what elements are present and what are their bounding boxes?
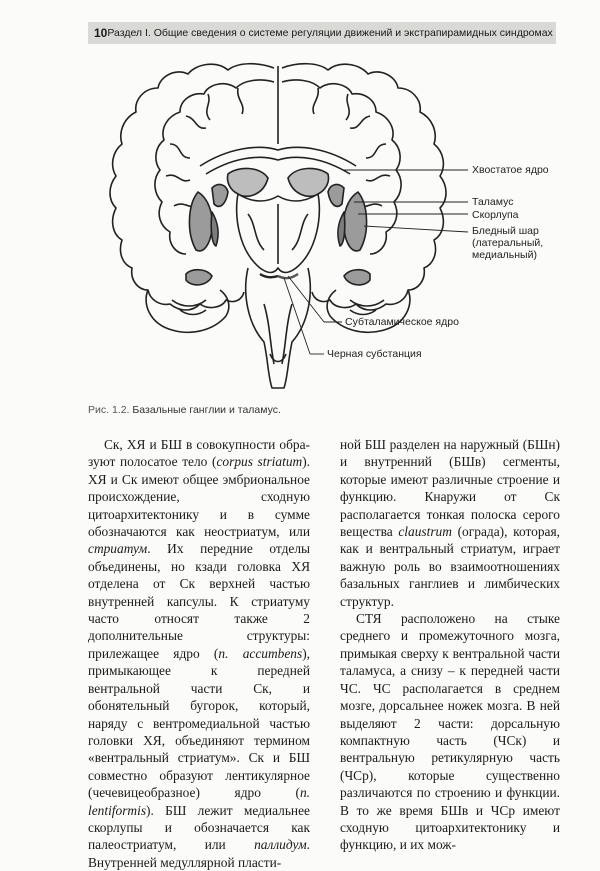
page-number: 10 [94,26,108,40]
label-putamen: Скорлупа [472,209,519,221]
left-text-run-3: ). [302,454,310,470]
paragraph-striatum [88,436,310,871]
caudate-left [212,185,228,207]
running-head-title: Раздел I. Общие сведения о системе регуляции движений и экстрапирамидных синдромах [107,27,553,39]
left-text-run-0: Ск, ХЯ и БШ в совокупности обра- [104,437,310,452]
text-column-left [88,436,310,871]
putamen-left [189,192,212,251]
right-text-run-0: ной БШ разделен на наружный (БШн) и внутренний (БШв) сегменты, которые имеют различные строение и функцию. Кнаружи от Ск располагается тонкая полоска серого вещества [340,437,560,540]
left-text-run-12: . Внутренней медуллярной пласти- [88,837,310,870]
brain-coronal-section-illustration [88,54,558,394]
caption-text: Базальные ганглии и таламус. [132,404,281,416]
subthalamic-nucleus [260,274,278,277]
left-text-run-9: n. lentiformis [88,785,310,818]
label-globus-pallidus-3: медиальный) [472,249,537,261]
label-caudate-nucleus: Хвостатое ядро [472,164,549,176]
caudate-right [328,185,344,207]
left-text-run-7: n. accumbens [218,645,303,661]
right-text-run-2: (ограда), которая, как и вентральный стриатум, играет важную роль во взаимоотношениях базальных ганглиев и лимбических структур. [340,524,560,609]
left-text-run-4: ХЯ и Ск имеют общее эмбриональное происхождение, сходную цитоархитектонику и в сумме обозначаются как неостриатум, или [88,471,310,540]
paragraph-stn-sn: СТЯ расположено на стыке среднего и промежуточного мозга, примыкая сверху к вентральной части таламуса, а снизу – к передней части ЧС. ЧС располагается в среднем мозге, дорсальнее ножек мозга. В ней выделяют 2 части: дорсальную компактную часть (ЧСк) и вентральную ретикулярную часть (ЧСр), которые существенно различаются по строению и функции. В то же время БШв и ЧСр имеют сходную цитоархитектонику и функцию, и их мож- [340,611,560,853]
brainstem [246,268,311,388]
label-thalamus: Таламус [472,196,514,208]
label-globus-pallidus: Бледный шар [472,225,539,237]
putamen-right [344,192,367,251]
label-subthalamic-nucleus: Субталамическое ядро [345,316,459,328]
left-text-run-10: ). БШ лежит медиальнее скорлупы и обозначается как палеостриатум, или [88,802,310,853]
paragraph-pallidum-claustrum [340,436,560,610]
label-substantia-nigra: Черная субстанция [327,348,422,360]
figure-caption [88,404,281,416]
left-text-run-11: паллидум [254,837,307,853]
left-text-run-5: стриатум [88,541,148,557]
running-header [88,22,556,44]
text-column-right [340,436,560,854]
brain-figure [88,54,558,394]
left-text-run-2: corpus striatum [216,454,303,470]
label-globus-pallidus-2: (латеральный, [472,237,544,249]
pallidum-right [338,212,345,246]
pallidum-left [211,212,218,246]
right-text-run-1: claustrum [398,524,452,540]
left-text-run-6: . Их передние отделы объединены, но кзади головка ХЯ отделена от Ск верхней частью внутренней капсулы. К стриатуму часто относят также 2 дополнительные структуры: прилежащее ядро ( [88,541,310,661]
left-text-run-8: ), примыкающее к передней вентральной части Ск, и обонятельный бугорок, который, наряду с вентромедиальной частью головки ХЯ, объединяют термином «вентральный стриатум». Ск и БШ совместно образуют лентикулярное (чечевицеобразное) ядро ( [88,645,310,801]
caption-number: Рис. 1.2. [88,404,130,416]
left-text-run-1: зуют полосатое тело ( [88,454,217,470]
